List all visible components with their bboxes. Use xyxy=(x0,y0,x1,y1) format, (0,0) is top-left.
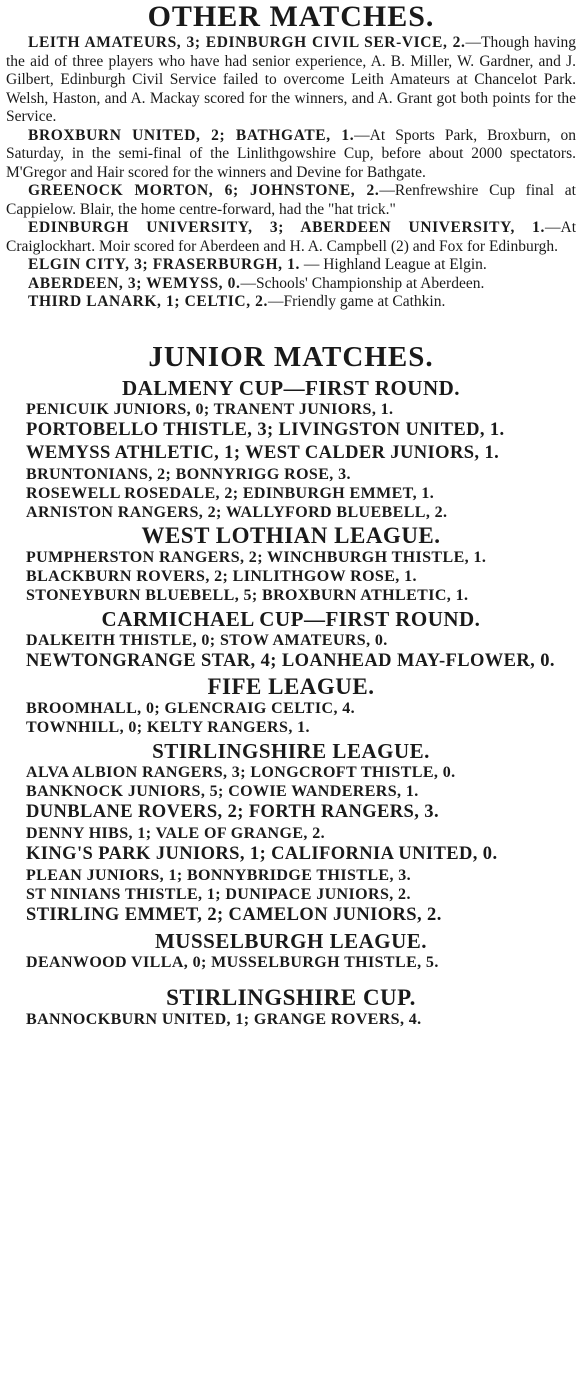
result-line: PUMPHERSTON RANGERS, 2; WINCHBURGH THISTLE, 1. xyxy=(26,548,487,566)
result-line: BLACKBURN ROVERS, 2; LINLITHGOW ROSE, 1. xyxy=(26,567,417,585)
result-line: STONEYBURN BLUEBELL, 5; BROXBURN ATHLETIC, 1. xyxy=(26,586,469,604)
result-line: DUNBLANE ROVERS, 2; FORTH RANGERS, 3. xyxy=(26,801,439,822)
section-title: WEST LOTHIAN LEAGUE. xyxy=(141,522,441,548)
match-result: ELGIN CITY, 3; FRASERBURGH, 1. xyxy=(28,256,300,273)
section-carmichael-cup xyxy=(6,607,576,673)
match-report xyxy=(6,127,576,183)
result-line: BROOMHALL, 0; GLENCRAIG CELTIC, 4. xyxy=(26,699,356,717)
result-line: DENNY HIBS, 1; VALE OF GRANGE, 2. xyxy=(26,824,326,842)
match-result: LEITH AMATEURS, 3; EDINBURGH CIVIL SER-VICE, 2. xyxy=(28,34,466,51)
match-result: EDINBURGH UNIVERSITY, 3; ABERDEEN UNIVERSITY, 1. xyxy=(28,219,545,236)
result-line: BRUNTONIANS, 2; BONNYRIGG ROSE, 3. xyxy=(26,465,351,483)
section-stirlingshire-cup xyxy=(6,986,576,1029)
section-title: MUSSELBURGH LEAGUE. xyxy=(154,928,428,953)
result-line: ROSEWELL ROSEDALE, 2; EDINBURGH EMMET, 1. xyxy=(26,484,435,502)
section-title: CARMICHAEL CUP—FIRST ROUND. xyxy=(101,606,481,631)
match-description: —Though having the aid of three players who have had senior experience, A. B. Miller, W. Gardner, and J. Gilbert, Edinburgh Civil Service failed to overcome Leith Amateurs at Chancelot Park. Welsh, Haston, and A. Mackay scored for the winners, and A. Grant got both points for the Service. xyxy=(6,34,577,125)
section-title: STIRLINGSHIRE CUP. xyxy=(166,984,416,1010)
match-result: ABERDEEN, 3; WEMYSS, 0. xyxy=(28,274,241,292)
result-line: DEANWOOD VILLA, 0; MUSSELBURGH THISTLE, 5. xyxy=(26,953,439,971)
match-report xyxy=(6,293,576,312)
match-report xyxy=(6,256,576,275)
section-musselburgh-league xyxy=(6,929,576,972)
result-line: PORTOBELLO THISTLE, 3; LIVINGSTON UNITED, 1. xyxy=(26,419,505,440)
match-description: —Schools' Championship at Aberdeen. xyxy=(240,274,485,292)
result-line: STIRLING EMMET, 2; CAMELON JUNIORS, 2. xyxy=(26,904,442,925)
result-line: ALVA ALBION RANGERS, 3; LONGCROFT THISTLE, 0. xyxy=(26,763,456,781)
result-line: NEWTONGRANGE STAR, 4; LOANHEAD MAY-FLOWER, 0. xyxy=(26,650,555,671)
result-line: PLEAN JUNIORS, 1; BONNYBRIDGE THISTLE, 3. xyxy=(26,866,412,884)
match-result: GREENOCK MORTON, 6; JOHNSTONE, 2. xyxy=(28,182,380,199)
match-result: BROXBURN UNITED, 2; BATHGATE, 1. xyxy=(28,126,355,144)
other-matches-heading: OTHER MATCHES. xyxy=(147,0,435,33)
match-report xyxy=(6,182,576,219)
result-line: ST NINIANS THISTLE, 1; DUNIPACE JUNIORS, 2. xyxy=(26,885,411,903)
result-line: BANNOCKBURN UNITED, 1; GRANGE ROVERS, 4. xyxy=(26,1010,422,1028)
result-line: TOWNHILL, 0; KELTY RANGERS, 1. xyxy=(26,718,310,736)
result-line: BANKNOCK JUNIORS, 5; COWIE WANDERERS, 1. xyxy=(26,782,419,800)
match-description: — Highland League at Elgin. xyxy=(299,256,487,273)
match-report xyxy=(6,275,576,294)
section-stirlingshire-league xyxy=(6,739,576,927)
match-report xyxy=(6,34,576,127)
spacer xyxy=(6,972,576,984)
match-description: —At Craiglockhart. Moir scored for Aberdeen and H. A. Campbell (2) and Fox for Edinburgh. xyxy=(6,219,576,255)
match-result: THIRD LANARK, 1; CELTIC, 2. xyxy=(28,293,268,310)
result-line: PENICUIK JUNIORS, 0; TRANENT JUNIORS, 1. xyxy=(26,400,394,418)
match-report xyxy=(6,219,576,256)
result-line: WEMYSS ATHLETIC, 1; WEST CALDER JUNIORS, 1. xyxy=(26,442,500,463)
junior-matches-heading: JUNIOR MATCHES. xyxy=(148,340,434,373)
section-dalmeny-cup xyxy=(6,376,576,522)
match-description: —Renfrewshire Cup final at Cappielow. Blair, the home centre-forward, had the "hat trick." xyxy=(6,182,576,218)
section-west-lothian-league xyxy=(6,524,576,605)
result-line: DALKEITH THISTLE, 0; STOW AMATEURS, 0. xyxy=(26,631,388,649)
match-description: —At Sports Park, Broxburn, on Saturday, in the semi-final of the Linlithgowshire Cup, before about 2000 spectators. M'Gregor and Hair scored for the winners and Devine for Bathgate. xyxy=(6,126,576,181)
match-description: —Friendly game at Cathkin. xyxy=(267,293,446,310)
other-matches-reports xyxy=(6,34,576,312)
section-fife-league xyxy=(6,675,576,737)
section-title: STIRLINGSHIRE LEAGUE. xyxy=(152,738,430,763)
section-title: DALMENY CUP—FIRST ROUND. xyxy=(121,375,461,400)
result-line: ARNISTON RANGERS, 2; WALLYFORD BLUEBELL, 2. xyxy=(26,503,448,521)
section-title: FIFE LEAGUE. xyxy=(207,673,375,699)
result-line: KING'S PARK JUNIORS, 1; CALIFORNIA UNITED, 0. xyxy=(26,843,498,864)
